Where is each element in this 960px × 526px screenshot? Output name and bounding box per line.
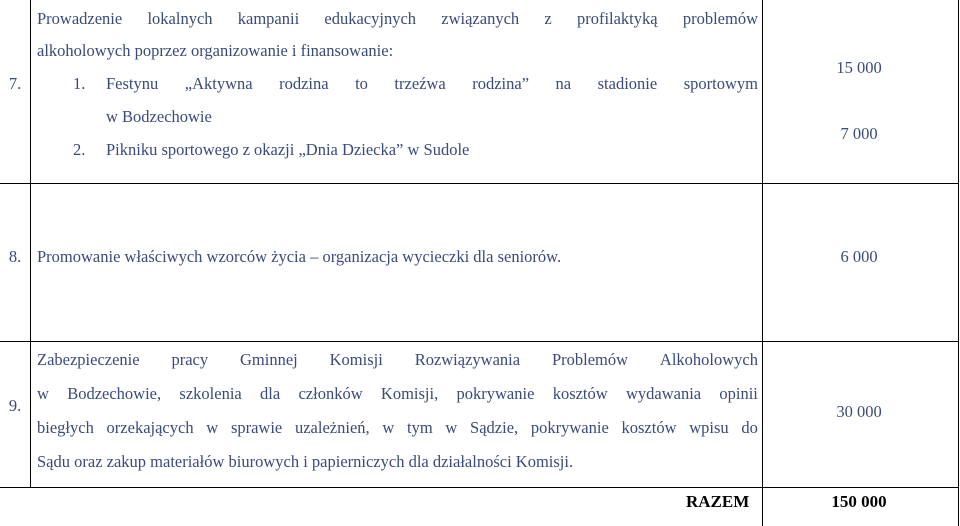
row-description-line: alkoholowych poprzez organizowanie i finansowanie: bbox=[37, 41, 394, 60]
word: edukacyjnych bbox=[324, 9, 417, 28]
list-item-line bbox=[106, 74, 758, 94]
amount-value: 30 000 bbox=[836, 402, 882, 421]
word: Prowadzenie bbox=[37, 9, 123, 28]
word: kosztów bbox=[552, 384, 608, 403]
word: biegłych bbox=[37, 418, 94, 437]
amount-value: 7 000 bbox=[840, 124, 878, 143]
row-description-line bbox=[37, 384, 758, 404]
word: w bbox=[37, 384, 49, 403]
word: Bodzechowie, bbox=[67, 384, 162, 403]
word: Komisji bbox=[329, 350, 383, 369]
word: Rozwiązywania bbox=[414, 350, 521, 369]
row-description-line bbox=[37, 9, 758, 29]
grid-line bbox=[0, 183, 959, 184]
word: pokrywanie bbox=[530, 418, 609, 437]
list-item-line: w Bodzechowie bbox=[106, 107, 212, 126]
total-amount: 150 000 bbox=[831, 492, 887, 511]
row-description-line: Promowanie właściwych wzorców życia – organizacja wycieczki dla seniorów. bbox=[37, 247, 562, 266]
word: „Aktywna bbox=[184, 74, 253, 93]
amount-value: 6 000 bbox=[840, 247, 878, 266]
word: rodzina” bbox=[472, 74, 530, 93]
word: problemów bbox=[682, 9, 758, 28]
word: szkolenia bbox=[179, 384, 242, 403]
word: Gminnej bbox=[240, 350, 298, 369]
word: członków bbox=[298, 384, 363, 403]
word: pracy bbox=[171, 350, 209, 369]
word: uzależnień, bbox=[294, 418, 370, 437]
word: sportowym bbox=[683, 74, 758, 93]
word: wydawania bbox=[625, 384, 702, 403]
word: Alkoholowych bbox=[659, 350, 758, 369]
row-number: 7. bbox=[8, 74, 22, 93]
list-item-line: Pikniku sportowego z okazji „Dnia Dziecka” w Sudole bbox=[106, 140, 470, 159]
word: Komisji, bbox=[380, 384, 439, 403]
word: Festynu bbox=[106, 74, 159, 93]
row-description-line bbox=[37, 350, 758, 370]
word: Zabezpieczenie bbox=[37, 350, 140, 369]
word: kampanii bbox=[237, 9, 300, 28]
word: profilaktyką bbox=[576, 9, 658, 28]
word: wpisu bbox=[689, 418, 729, 437]
word: tym bbox=[407, 418, 433, 437]
word: w bbox=[445, 418, 458, 437]
row-number: 8. bbox=[8, 247, 22, 266]
row-description-line: Sądu oraz zakup materiałów biurowych i papierniczych dla działalności Komisji. bbox=[37, 452, 574, 471]
grid-line bbox=[0, 341, 959, 342]
word: to bbox=[355, 74, 368, 93]
word: z bbox=[544, 9, 552, 28]
word: sprawie bbox=[230, 418, 283, 437]
word: stadionie bbox=[597, 74, 658, 93]
grid-line bbox=[0, 487, 959, 488]
word: orzekających bbox=[106, 418, 194, 437]
row-number: 9. bbox=[8, 396, 22, 415]
word: związanych bbox=[441, 9, 520, 28]
row-description-line bbox=[37, 418, 758, 438]
list-marker: 2. bbox=[73, 140, 86, 159]
word: Sądzie, bbox=[470, 418, 519, 437]
total-label: RAZEM bbox=[686, 492, 750, 511]
word: w bbox=[206, 418, 219, 437]
word: na bbox=[555, 74, 572, 93]
word: opinii bbox=[719, 384, 758, 403]
grid-line bbox=[30, 0, 31, 488]
word: do bbox=[741, 418, 758, 437]
word: trzeźwa bbox=[394, 74, 446, 93]
word: rodzina bbox=[279, 74, 329, 93]
word: kosztów bbox=[621, 418, 677, 437]
list-marker: 1. bbox=[73, 74, 86, 93]
word: w bbox=[382, 418, 395, 437]
word: pokrywanie bbox=[456, 384, 535, 403]
word: lokalnych bbox=[147, 9, 213, 28]
word: dla bbox=[260, 384, 281, 403]
amount-value: 15 000 bbox=[836, 58, 882, 77]
word: Problemów bbox=[551, 350, 629, 369]
grid-line bbox=[958, 0, 959, 526]
